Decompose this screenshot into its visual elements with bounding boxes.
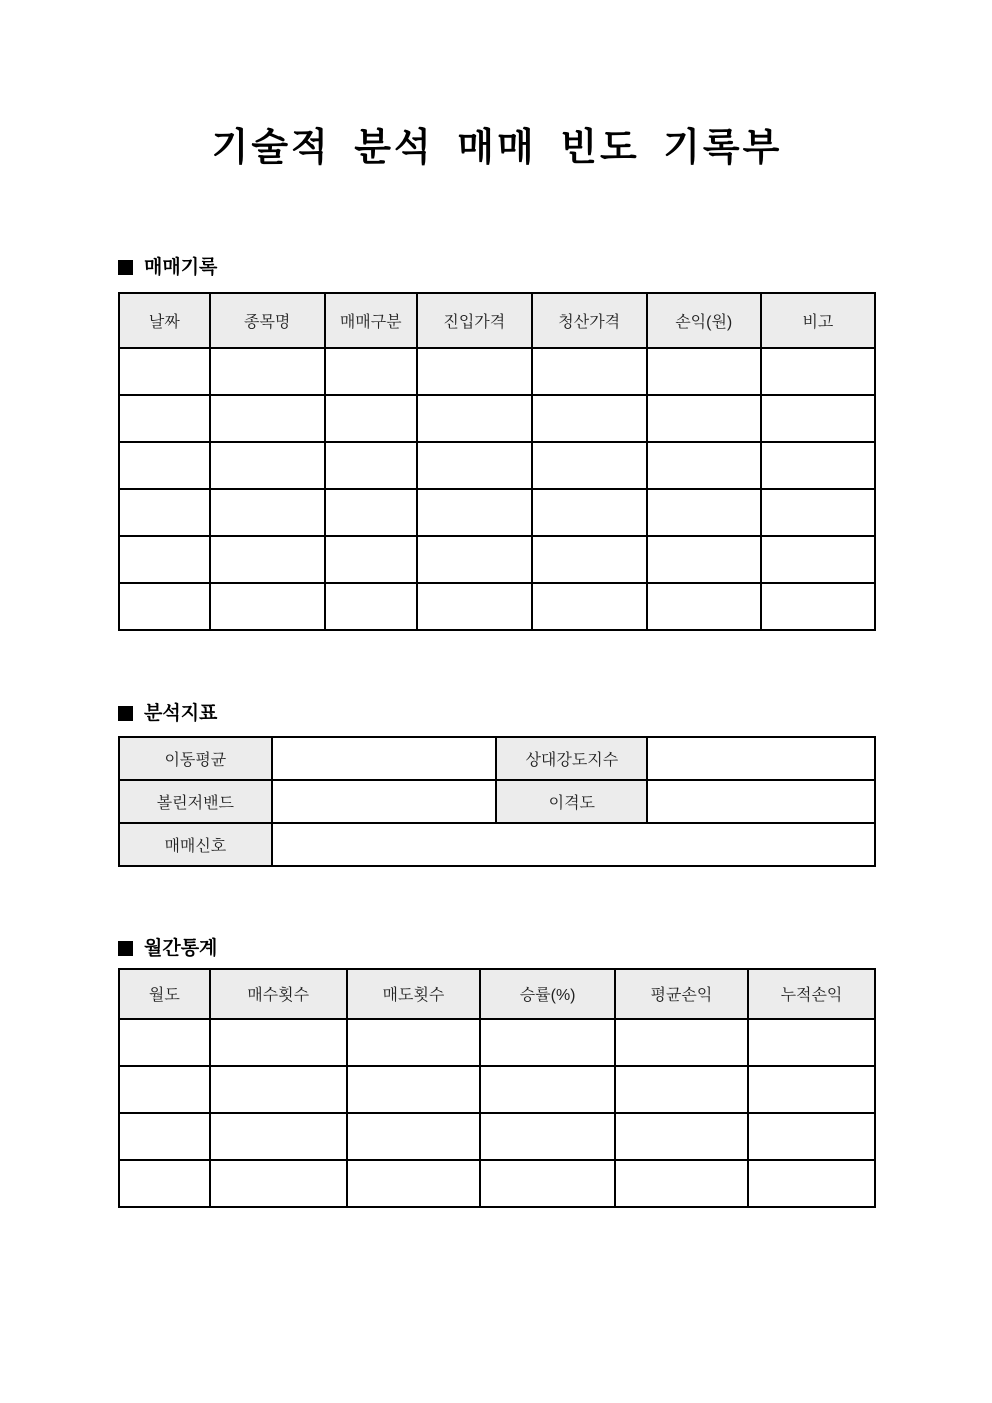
empty-cell: [417, 489, 532, 536]
empty-cell: [647, 442, 761, 489]
empty-cell: [347, 1019, 481, 1066]
empty-cell: [480, 1160, 615, 1207]
header-cell-trade-type: 매매구분: [325, 293, 417, 348]
header-cell-month: 월도: [119, 969, 210, 1019]
empty-cell: [748, 1066, 875, 1113]
empty-cell: [210, 1113, 347, 1160]
header-cell-entry-price: 진입가격: [417, 293, 532, 348]
empty-cell: [761, 536, 875, 583]
empty-cell: [119, 442, 210, 489]
square-bullet-icon: [118, 941, 133, 956]
header-cell-cumulative-pl: 누적손익: [748, 969, 875, 1019]
empty-cell: [119, 489, 210, 536]
empty-cell: [417, 536, 532, 583]
label-cell-rsi: 상대강도지수: [496, 737, 647, 780]
empty-cell: [480, 1066, 615, 1113]
value-cell-disparity: [647, 780, 875, 823]
empty-cell: [480, 1113, 615, 1160]
empty-cell: [647, 489, 761, 536]
empty-cell: [210, 489, 325, 536]
page-title: 기술적 분석 매매 빈도 기록부: [211, 127, 783, 169]
table-row: [119, 737, 875, 780]
empty-cell: [325, 489, 417, 536]
table-row: [119, 823, 875, 866]
value-cell-moving-average: [272, 737, 497, 780]
empty-cell: [761, 395, 875, 442]
empty-cell: [647, 583, 761, 630]
empty-cell: [761, 348, 875, 395]
empty-cell: [119, 1066, 210, 1113]
monthly-stats-header-row: [119, 969, 875, 1019]
empty-cell: [210, 442, 325, 489]
empty-cell: [532, 489, 647, 536]
section-heading-trading-record: [118, 256, 876, 279]
monthly-stats-table: [118, 968, 876, 1208]
header-cell-avg-pl: 평균손익: [615, 969, 748, 1019]
empty-cell: [748, 1160, 875, 1207]
square-bullet-icon: [118, 706, 133, 721]
header-cell-date: 날짜: [119, 293, 210, 348]
empty-cell: [325, 583, 417, 630]
empty-cell: [347, 1066, 481, 1113]
empty-cell: [119, 1019, 210, 1066]
empty-cell: [417, 442, 532, 489]
empty-cell: [325, 536, 417, 583]
analysis-indicators-table: [118, 736, 876, 867]
table-row: [119, 395, 875, 442]
empty-cell: [417, 348, 532, 395]
empty-cell: [761, 583, 875, 630]
empty-cell: [210, 1066, 347, 1113]
empty-cell: [325, 395, 417, 442]
table-row: [119, 780, 875, 823]
table-row: [119, 348, 875, 395]
empty-cell: [748, 1019, 875, 1066]
header-cell-win-rate: 승률(%): [480, 969, 615, 1019]
header-cell-profit-loss: 손익(원): [647, 293, 761, 348]
empty-cell: [210, 536, 325, 583]
empty-cell: [761, 442, 875, 489]
empty-cell: [210, 583, 325, 630]
empty-cell: [647, 348, 761, 395]
empty-cell: [647, 536, 761, 583]
empty-cell: [532, 536, 647, 583]
empty-cell: [615, 1160, 748, 1207]
empty-cell: [119, 1113, 210, 1160]
trading-record-table: [118, 292, 876, 631]
label-cell-bollinger: 볼린저밴드: [119, 780, 272, 823]
empty-cell: [210, 348, 325, 395]
empty-cell: [210, 1019, 347, 1066]
value-cell-bollinger: [272, 780, 497, 823]
label-cell-moving-average: 이동평균: [119, 737, 272, 780]
empty-cell: [532, 348, 647, 395]
table-row: [119, 536, 875, 583]
table-row: [119, 1160, 875, 1207]
empty-cell: [325, 348, 417, 395]
header-cell-sell-count: 매도횟수: [347, 969, 481, 1019]
label-cell-disparity: 이격도: [496, 780, 647, 823]
table-row: [119, 442, 875, 489]
empty-cell: [532, 395, 647, 442]
header-cell-exit-price: 청산가격: [532, 293, 647, 348]
empty-cell: [615, 1113, 748, 1160]
table-row: [119, 583, 875, 630]
empty-cell: [119, 536, 210, 583]
square-bullet-icon: [118, 260, 133, 275]
table-row: [119, 1066, 875, 1113]
empty-cell: [417, 395, 532, 442]
table-row: [119, 1019, 875, 1066]
empty-cell: [761, 489, 875, 536]
section-heading-label: 월간통계: [144, 937, 218, 959]
section-heading-analysis-indicators: [118, 702, 876, 725]
section-heading-monthly-stats: [118, 937, 876, 960]
section-heading-label: 매매기록: [144, 256, 218, 278]
header-cell-notes: 비고: [761, 293, 875, 348]
empty-cell: [119, 395, 210, 442]
label-cell-signal: 매매신호: [119, 823, 272, 866]
empty-cell: [748, 1113, 875, 1160]
table-row: [119, 1113, 875, 1160]
header-cell-stock-name: 종목명: [210, 293, 325, 348]
empty-cell: [615, 1019, 748, 1066]
empty-cell: [325, 442, 417, 489]
trading-record-header-row: [119, 293, 875, 348]
section-heading-label: 분석지표: [144, 702, 218, 724]
empty-cell: [210, 395, 325, 442]
empty-cell: [417, 583, 532, 630]
empty-cell: [119, 583, 210, 630]
empty-cell: [347, 1113, 481, 1160]
empty-cell: [615, 1066, 748, 1113]
empty-cell: [480, 1019, 615, 1066]
value-cell-rsi: [647, 737, 875, 780]
empty-cell: [210, 1160, 347, 1207]
empty-cell: [647, 395, 761, 442]
empty-cell: [532, 583, 647, 630]
value-cell-signal: [272, 823, 875, 866]
empty-cell: [532, 442, 647, 489]
table-row: [119, 489, 875, 536]
empty-cell: [119, 1160, 210, 1207]
empty-cell: [347, 1160, 481, 1207]
empty-cell: [119, 348, 210, 395]
header-cell-buy-count: 매수횟수: [210, 969, 347, 1019]
